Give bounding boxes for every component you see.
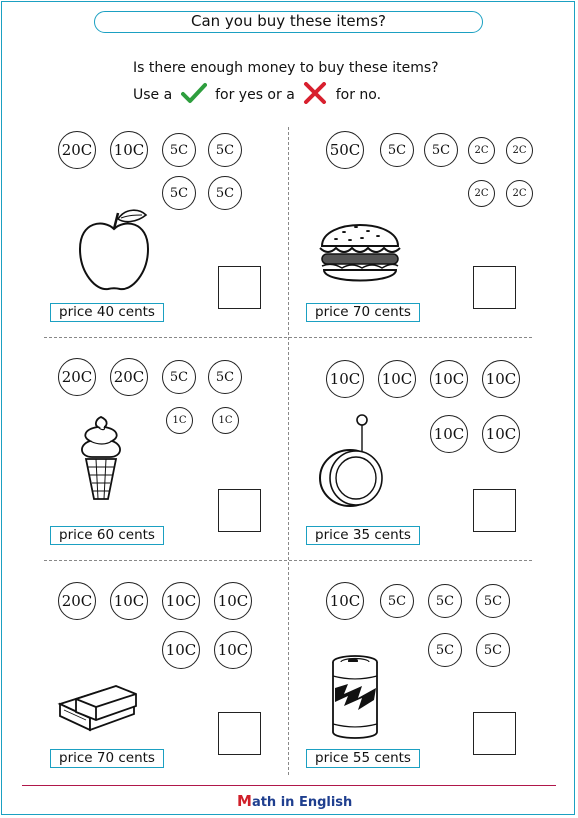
cross-icon xyxy=(303,82,327,108)
coin: 5C xyxy=(476,633,510,667)
coin: 5C xyxy=(476,584,510,618)
eraser-image xyxy=(56,670,138,732)
coin: 10C xyxy=(482,360,520,398)
apple-image xyxy=(74,205,154,295)
coin: 5C xyxy=(424,133,458,167)
column-divider xyxy=(288,127,289,775)
logo-initial: M xyxy=(237,792,252,810)
coin: 10C xyxy=(214,582,252,620)
instruction-line-2 xyxy=(133,82,381,108)
answer-box[interactable] xyxy=(473,489,516,532)
coin: 5C xyxy=(380,584,414,618)
coin: 50C xyxy=(326,131,364,169)
coin: 5C xyxy=(208,360,242,394)
row-divider-2 xyxy=(44,560,532,561)
price-label: price 60 cents xyxy=(50,526,164,545)
coin: 5C xyxy=(162,360,196,394)
coin: 5C xyxy=(428,633,462,667)
instruction-for-yes: for yes or a xyxy=(215,87,295,103)
price-label: price 55 cents xyxy=(306,749,420,768)
logo-text: ath in English xyxy=(251,795,353,810)
coin: 5C xyxy=(162,176,196,210)
coin: 10C xyxy=(110,131,148,169)
answer-box[interactable] xyxy=(218,489,261,532)
price-label: price 70 cents xyxy=(306,303,420,322)
coin: 20C xyxy=(110,358,148,396)
coin: 2C xyxy=(468,180,495,207)
answer-box[interactable] xyxy=(218,712,261,755)
coin: 10C xyxy=(162,631,200,669)
answer-box[interactable] xyxy=(473,266,516,309)
site-logo[interactable] xyxy=(237,792,352,810)
price-label: price 35 cents xyxy=(306,526,420,545)
price-label: price 70 cents xyxy=(50,749,164,768)
coin: 2C xyxy=(468,137,495,164)
coin: 10C xyxy=(162,582,200,620)
answer-box[interactable] xyxy=(473,712,516,755)
coin: 5C xyxy=(162,133,196,167)
coin: 10C xyxy=(326,360,364,398)
coin: 1C xyxy=(212,407,239,434)
coin: 10C xyxy=(378,360,416,398)
coin: 2C xyxy=(506,180,533,207)
coin: 5C xyxy=(428,584,462,618)
coin: 10C xyxy=(110,582,148,620)
page-title: Can you buy these items? xyxy=(94,11,483,33)
coin: 10C xyxy=(326,582,364,620)
coin: 20C xyxy=(58,358,96,396)
coin: 5C xyxy=(380,133,414,167)
answer-box[interactable] xyxy=(218,266,261,309)
coin: 10C xyxy=(430,360,468,398)
soda-can-image xyxy=(328,654,382,740)
instruction-use-a: Use a xyxy=(133,87,173,103)
coin: 20C xyxy=(58,131,96,169)
coin: 20C xyxy=(58,582,96,620)
coin: 10C xyxy=(430,415,468,453)
ice-cream-image xyxy=(76,415,126,503)
price-label: price 40 cents xyxy=(50,303,164,322)
coin: 10C xyxy=(214,631,252,669)
coin: 10C xyxy=(482,415,520,453)
footer-divider xyxy=(22,785,556,786)
coin: 5C xyxy=(208,176,242,210)
yoyo-image xyxy=(314,412,384,508)
coin: 1C xyxy=(166,407,193,434)
burger-image xyxy=(316,212,404,288)
coin: 2C xyxy=(506,137,533,164)
coin: 5C xyxy=(208,133,242,167)
check-icon xyxy=(181,82,207,108)
instruction-for-no: for no. xyxy=(335,87,382,103)
row-divider-1 xyxy=(44,337,532,338)
instruction-line-1: Is there enough money to buy these items? xyxy=(133,60,439,76)
